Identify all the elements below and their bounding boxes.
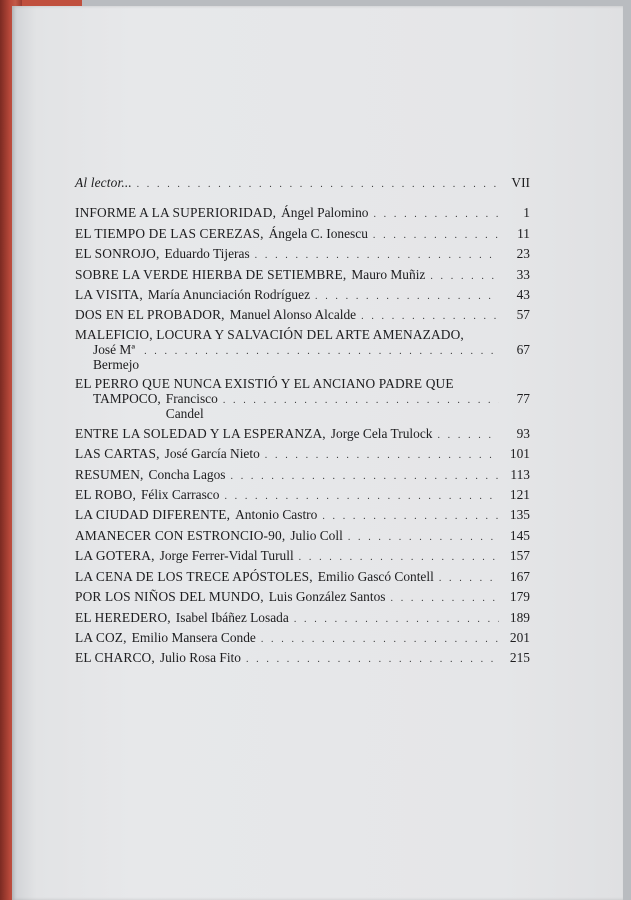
dot-leader <box>299 549 499 567</box>
toc-entry-title: INFORME A LA SUPERIORIDAD, <box>75 205 277 221</box>
toc-entry-title: LA VISITA, <box>75 287 143 303</box>
toc-entry-author: Julio Rosa Fito <box>159 650 241 666</box>
dot-leader <box>294 611 499 629</box>
toc-entry <box>75 506 530 526</box>
dot-leader <box>437 427 499 445</box>
toc-entry <box>75 527 530 547</box>
toc-entry <box>75 306 530 326</box>
toc-entry-page: 11 <box>517 225 530 241</box>
toc-entry-page: 77 <box>516 390 530 406</box>
dot-leader <box>348 529 499 547</box>
toc-entry <box>75 445 530 465</box>
toc-entry <box>75 629 530 649</box>
toc-entry-author: Ángela C. Ionescu <box>268 225 368 241</box>
toc-entry-title: AMANECER CON ESTRONCIO-90, <box>75 527 286 543</box>
toc-entry-title: POR LOS NIÑOS DEL MUNDO, <box>75 589 264 605</box>
toc-entry <box>75 588 530 608</box>
toc-entry-author: Luis González Santos <box>268 589 386 605</box>
dot-leader <box>255 247 499 265</box>
toc-entry-page: 33 <box>516 266 530 282</box>
dot-leader <box>315 288 499 306</box>
toc-entry-title: LA COZ, <box>75 629 127 645</box>
toc-entry-author: Emilio Mansera Conde <box>131 629 256 645</box>
toc-entry-author: Francisco Candel <box>165 390 218 421</box>
toc-entry-title: LA CIUDAD DIFERENTE, <box>75 507 231 523</box>
toc-entry <box>75 327 530 342</box>
dot-leader <box>361 308 499 326</box>
toc-entries-group-1 <box>75 204 530 326</box>
toc-entry-page: VII <box>511 175 530 190</box>
toc-entry-author: Isabel Ibáñez Losada <box>175 609 289 625</box>
toc-entry-page: 1 <box>523 205 530 221</box>
toc-entry <box>75 609 530 629</box>
table-of-contents <box>75 174 530 670</box>
toc-entry-page: 93 <box>516 425 530 441</box>
dot-leader <box>391 590 499 608</box>
toc-entry-page: 167 <box>509 568 530 584</box>
toc-entry-page: 113 <box>510 466 530 482</box>
dot-leader <box>439 570 499 588</box>
toc-entry <box>75 266 530 286</box>
toc-entry-continuation <box>75 391 530 421</box>
toc-entry <box>75 486 530 506</box>
toc-entry-title: EL HEREDERO, <box>75 609 171 625</box>
dot-leader <box>246 651 499 669</box>
toc-entry-page: 57 <box>516 307 530 323</box>
dot-leader <box>261 631 499 649</box>
dot-leader <box>137 176 499 194</box>
toc-entry-title: Al lector... <box>75 175 132 190</box>
dot-leader <box>223 393 499 408</box>
toc-entry-author: Julio Coll <box>290 527 343 543</box>
toc-entry <box>75 286 530 306</box>
toc-entry <box>75 466 530 486</box>
toc-entry-title: MALEFICIO, LOCURA Y SALVACIÓN DEL ARTE AMENAZADO, <box>75 326 464 342</box>
toc-entry-page: 189 <box>509 609 530 625</box>
toc-entry-author: Eduardo Tijeras <box>164 246 250 262</box>
toc-entry-page: 179 <box>509 589 530 605</box>
toc-entry-title: EL TIEMPO DE LAS CEREZAS, <box>75 225 264 241</box>
toc-entry-title: LAS CARTAS, <box>75 446 160 462</box>
toc-entry-page: 121 <box>509 487 530 503</box>
toc-entry-author: Mauro Muñiz <box>351 266 426 282</box>
toc-entry-title: ENTRE LA SOLEDAD Y LA ESPERANZA, <box>75 425 326 441</box>
toc-entry-page: 23 <box>516 246 530 262</box>
toc-entry-page: 201 <box>509 629 530 645</box>
toc-entry-author: Jorge Ferrer-Vidal Turull <box>159 548 294 564</box>
dot-leader <box>265 447 499 465</box>
dot-leader <box>231 468 499 486</box>
dot-leader <box>322 508 499 526</box>
toc-entry-author: Concha Lagos <box>148 466 226 482</box>
toc-entry-author: José Mª Bermejo <box>93 341 140 372</box>
toc-entry-lector <box>75 174 530 194</box>
toc-entry-page: 215 <box>509 650 530 666</box>
toc-entry-author: Manuel Alonso Alcalde <box>229 307 357 323</box>
toc-entry-page: 157 <box>509 548 530 564</box>
toc-entry-title: EL CHARCO, <box>75 650 155 666</box>
toc-entry <box>75 547 530 567</box>
toc-entry-author: Ángel Palomino <box>281 205 369 221</box>
toc-entry-page: 101 <box>509 446 530 462</box>
toc-entry-author: Emilio Gascó Contell <box>317 568 434 584</box>
dot-leader <box>430 268 499 286</box>
toc-entry-page: 135 <box>509 507 530 523</box>
dot-leader <box>224 488 499 506</box>
dot-leader <box>144 344 499 359</box>
toc-entry-title-continued: TAMPOCO, <box>93 390 161 406</box>
toc-entry-title: EL ROBO, <box>75 487 136 503</box>
toc-entry <box>75 649 530 669</box>
toc-entry-author: José García Nieto <box>164 446 260 462</box>
toc-entry-title: DOS EN EL PROBADOR, <box>75 307 225 323</box>
toc-entry <box>75 225 530 245</box>
toc-entry <box>75 425 530 445</box>
toc-entry <box>75 376 530 391</box>
toc-entries-group-2 <box>75 425 530 670</box>
toc-entry-page: 43 <box>516 287 530 303</box>
toc-entry-title: LA GOTERA, <box>75 548 155 564</box>
toc-entry-title: SOBRE LA VERDE HIERBA DE SETIEMBRE, <box>75 266 347 282</box>
toc-entry-author: Antonio Castro <box>235 507 318 523</box>
toc-entry-author: Jorge Cela Trulock <box>330 425 433 441</box>
toc-entry-author: Félix Carrasco <box>140 487 220 503</box>
dot-leader <box>373 227 499 245</box>
book-page <box>12 6 623 900</box>
toc-entry-title: EL SONROJO, <box>75 246 160 262</box>
toc-entry <box>75 204 530 224</box>
toc-entry-author: María Anunciación Rodríguez <box>147 287 311 303</box>
toc-entry <box>75 245 530 265</box>
toc-entry-continuation <box>75 342 530 372</box>
dot-leader <box>373 206 499 224</box>
toc-entry-title: RESUMEN, <box>75 466 144 482</box>
toc-entry-page: 145 <box>509 527 530 543</box>
toc-entry-title: LA CENA DE LOS TRECE APÓSTOLES, <box>75 568 313 584</box>
toc-entry <box>75 568 530 588</box>
toc-entry-title: EL PERRO QUE NUNCA EXISTIÓ Y EL ANCIANO PADRE QUE <box>75 375 454 391</box>
toc-entry-page: 67 <box>516 341 530 357</box>
